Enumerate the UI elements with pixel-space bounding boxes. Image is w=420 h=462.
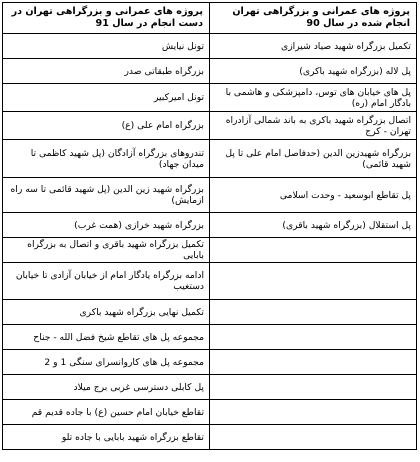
table-row	[3, 325, 417, 350]
cell-in-progress: بزرگراه طبقاتی صدر	[3, 59, 210, 84]
header-row	[3, 3, 417, 34]
cell-in-progress: تندروهای بزرگراه آزادگان (پل شهید کاظمی تا میدان جهاد)	[3, 140, 210, 178]
cell-completed: تکمیل بزرگراه شهید صیاد شیرازی	[210, 34, 417, 59]
cell-completed	[210, 425, 417, 450]
cell-in-progress: ادامه بزرگراه یادگار امام از خیابان آزادی تا خیابان دستغیب	[3, 263, 210, 300]
cell-in-progress: مجموعه پل های تقاطع شیخ فضل الله - جناح	[3, 325, 210, 350]
cell-completed: بزرگراه شهیدزین الدین (حدفاصل امام علی تا پل شهید قائمی)	[210, 140, 417, 178]
table-row	[3, 140, 417, 178]
cell-completed	[210, 325, 417, 350]
projects-table	[2, 2, 417, 450]
table-row	[3, 400, 417, 425]
cell-in-progress: بزرگراه شهید خرازی (همت غرب)	[3, 213, 210, 238]
cell-completed	[210, 300, 417, 325]
table-row	[3, 178, 417, 213]
header-in-progress: پروژه های عمرانی و بزرگراهی تهران در دست انجام در سال 91	[3, 3, 210, 34]
cell-completed	[210, 263, 417, 300]
cell-in-progress: تونل نیایش	[3, 34, 210, 59]
table-row	[3, 300, 417, 325]
cell-completed	[210, 350, 417, 375]
cell-completed: پل تقاطع ابوسعید - وحدت اسلامی	[210, 178, 417, 213]
cell-completed	[210, 238, 417, 263]
table-row	[3, 84, 417, 112]
cell-completed: اتصال بزرگراه شهید باکری به باند شمالی آزادراه تهران - کرج	[210, 112, 417, 140]
cell-in-progress: تونل امیرکبیر	[3, 84, 210, 112]
cell-in-progress: تکمیل بزرگراه شهید باقری و اتصال به بزرگراه بابایی	[3, 238, 210, 263]
table-row	[3, 59, 417, 84]
cell-completed	[210, 375, 417, 400]
cell-in-progress: تقاطع خیابان امام حسین (ع) با جاده قدیم قم	[3, 400, 210, 425]
table-row	[3, 375, 417, 400]
table-row	[3, 112, 417, 140]
table-row	[3, 34, 417, 59]
cell-completed: پل های خیابان های توس، دامپزشکی و هاشمی با بادگار امام (ره)	[210, 84, 417, 112]
cell-completed: پل استقلال (بزرگراه شهید باقری)	[210, 213, 417, 238]
table-row	[3, 238, 417, 263]
header-completed: پروژه های عمرانی و بزرگراهی تهران انجام شده در سال 90	[210, 3, 417, 34]
table-row	[3, 425, 417, 450]
cell-in-progress: بزرگراه امام علی (ع)	[3, 112, 210, 140]
cell-in-progress: تکمیل نهایی بزرگراه شهید باکری	[3, 300, 210, 325]
cell-completed	[210, 400, 417, 425]
cell-in-progress: تقاطع بزرگراه شهید بابایی با جاده تلو	[3, 425, 210, 450]
cell-in-progress: مجموعه پل های کاروانسرای سنگی 1 و 2	[3, 350, 210, 375]
table-row	[3, 213, 417, 238]
cell-completed: پل لاله (بزرگراه شهید باکری)	[210, 59, 417, 84]
table-row	[3, 263, 417, 300]
table-row	[3, 350, 417, 375]
cell-in-progress: بزرگراه شهید زین الدین (پل شهید قائمی تا سه راه ازمایش)	[3, 178, 210, 213]
cell-in-progress: پل کابلی دسترسی غربی برج میلاد	[3, 375, 210, 400]
